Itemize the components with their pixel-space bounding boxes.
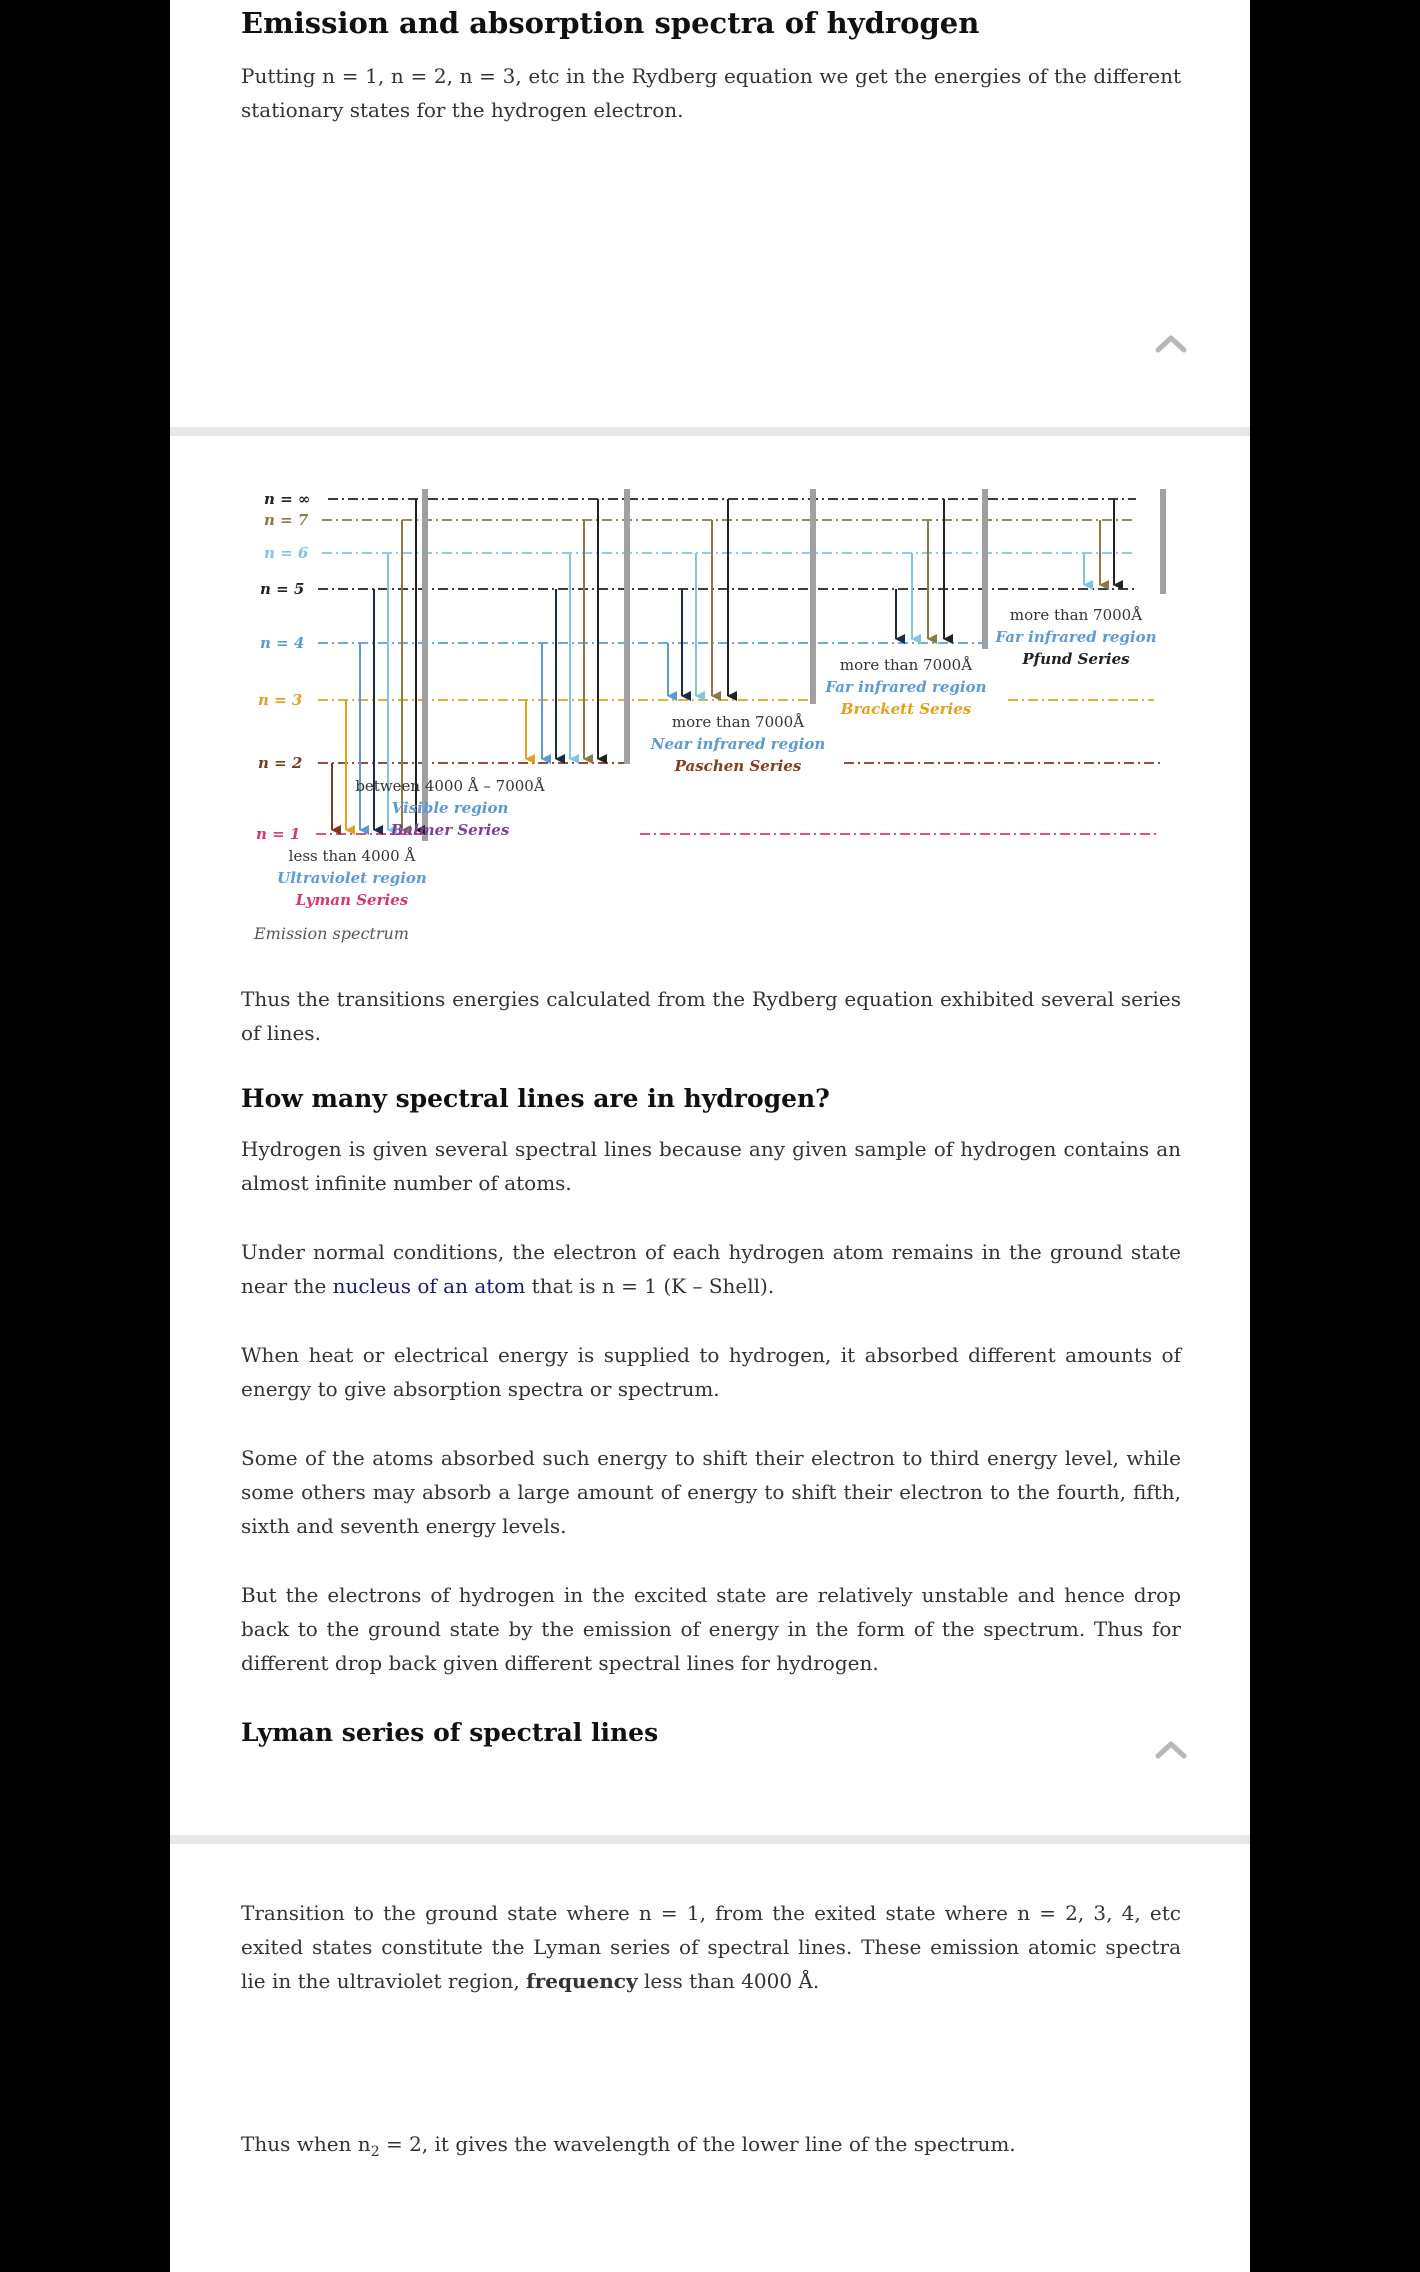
paragraph: When heat or electrical energy is supplied to hydrogen, it absorbed different amounts of energy to give absorption spectra or spectrum. [241, 1343, 1181, 1401]
paragraph: Hydrogen is given several spectral lines because any given sample of hydrogen contains an almost infinite number of atoms. [241, 1137, 1181, 1195]
section-1 [241, 6, 1181, 127]
series-region: Visible region [391, 799, 509, 817]
section-3 [241, 1896, 1181, 1998]
series-name: Balmer Series [390, 821, 510, 839]
article-page [170, 0, 1250, 2272]
section-2 [241, 982, 1181, 1748]
series-separator [624, 489, 630, 764]
series-name: Lyman Series [295, 891, 409, 909]
level-label: n = 5 [260, 580, 305, 598]
series-name: Pfund Series [1022, 650, 1130, 668]
paragraph: Under normal conditions, the electron of each hydrogen atom remains in the ground state near the nucleus of an atom that is n = 1 (K – Shell). [241, 1240, 1181, 1298]
bold-term: frequency [526, 1969, 638, 1993]
series-separator [982, 489, 988, 649]
series-region: Near infrared region [650, 735, 826, 753]
section-heading: Lyman series of spectral lines [241, 1718, 659, 1747]
level-label: n = 3 [258, 691, 303, 709]
section-divider [170, 1835, 1250, 1844]
paragraph: Thus the transitions energies calculated from the Rydberg equation exhibited several series of lines. [241, 987, 1181, 1045]
series-region: Far infrared region [995, 628, 1157, 646]
section-heading: How many spectral lines are in hydrogen? [241, 1084, 830, 1113]
paragraph: But the electrons of hydrogen in the excited state are relatively unstable and hence drop back to the ground state by the emission of energy in the form of the spectrum. Thus for different drop back given different spectral lines for hydrogen. [241, 1583, 1181, 1675]
scroll-up-icon[interactable] [1153, 332, 1189, 356]
series-range: between 4000 Å – 7000Å [355, 777, 545, 795]
emission-spectrum-diagram [250, 480, 1180, 920]
paragraph: Thus when $n_2 = 2$, it gives the wavelength of the lower line of the spectrum. [241, 2132, 1016, 2160]
section-divider [170, 427, 1250, 436]
series-region: Ultraviolet region [277, 869, 427, 887]
level-label: n = ∞ [264, 490, 311, 508]
scroll-up-icon[interactable] [1153, 1738, 1189, 1762]
series-separator [1160, 489, 1166, 594]
series-region: Far infrared region [825, 678, 987, 696]
level-label: n = 2 [258, 754, 303, 772]
section-3-footer [241, 2127, 1181, 2169]
intro-paragraph: Putting n = 1, n = 2, n = 3, etc in the Rydberg equation we get the energies of the different stationary states for the hydrogen electron. [241, 63, 1181, 122]
level-label: n = 6 [264, 544, 309, 562]
series-separator [810, 489, 816, 704]
series-range: less than 4000 Å [288, 847, 416, 865]
series-name: Paschen Series [674, 757, 802, 775]
level-label: n = 4 [260, 634, 305, 652]
level-label: n = 1 [256, 825, 301, 843]
section-title: Emission and absorption spectra of hydrogen [241, 6, 980, 40]
series-range: more than 7000Å [839, 656, 973, 674]
paragraph: Transition to the ground state where n = 1, from the exited state where n = 2, 3, 4, etc exited states constitute the Lyman series of spectral lines. These emission atomic spectra lie in the ultraviolet region, frequency less than 4000 Å. [241, 1901, 1181, 1993]
level-label: n = 7 [264, 511, 309, 529]
nucleus-link[interactable]: nucleus of an atom [332, 1274, 526, 1298]
series-range: more than 7000Å [671, 713, 805, 731]
series-name: Brackett Series [840, 700, 972, 718]
figure-caption: Emission spectrum [254, 924, 409, 943]
series-range: more than 7000Å [1009, 606, 1143, 624]
paragraph: Some of the atoms absorbed such energy to shift their electron to third energy level, while some others may absorb a large amount of energy to shift their electron to the fourth, fifth, sixth and seventh energy levels. [241, 1446, 1181, 1538]
